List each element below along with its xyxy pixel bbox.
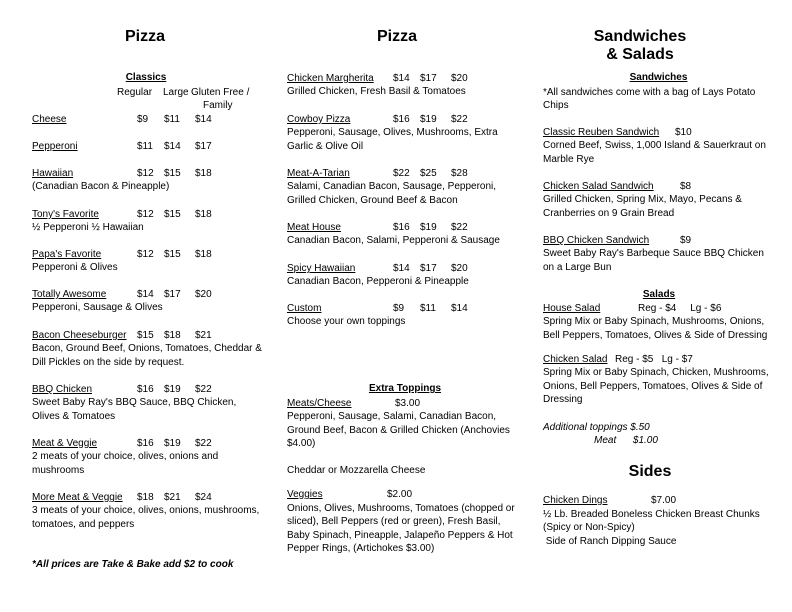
meats-cheese-price: $3.00 bbox=[395, 398, 421, 409]
item-desc: tomatoes, and peppers bbox=[32, 518, 135, 530]
price-regular: $22 bbox=[393, 168, 410, 179]
price-gf-family: $20 bbox=[451, 73, 468, 84]
side-desc-1: ½ Lb. Breaded Boneless Chicken Breast Chunks bbox=[543, 509, 760, 520]
price-regular: $16 bbox=[137, 438, 154, 449]
item-name: Spicy Hawaiian bbox=[287, 263, 356, 274]
item-desc: Canadian Bacon, Salami, Pepperoni & Sausage bbox=[287, 235, 500, 246]
veggies-price: $2.00 bbox=[387, 489, 413, 500]
side-desc-3: Side of Ranch Dipping Sauce bbox=[543, 536, 677, 547]
salad-price: Reg - $4 Lg - $6 bbox=[638, 303, 722, 314]
price-large: $17 bbox=[420, 73, 437, 84]
price-gf-family: $18 bbox=[195, 168, 212, 179]
price-large: $17 bbox=[164, 289, 181, 300]
item-desc: ½ Pepperoni ½ Hawaiian bbox=[32, 222, 144, 233]
item-name: Meat-A-Tarian bbox=[287, 168, 350, 179]
item-name: Tony's Favorite bbox=[32, 209, 99, 220]
price-gf-family: $17 bbox=[195, 141, 212, 152]
sandwiches-title: Sandwiches bbox=[629, 72, 688, 83]
price-regular: $14 bbox=[137, 289, 154, 300]
price-gf-family: $18 bbox=[195, 249, 212, 260]
price-regular: $16 bbox=[137, 384, 154, 395]
item-name: Hawaiian bbox=[32, 168, 74, 179]
salad-desc: Dressing bbox=[543, 394, 583, 405]
price-large: $11 bbox=[164, 114, 180, 125]
price-gf-family: $22 bbox=[451, 222, 468, 233]
price-gf-family: $14 bbox=[451, 303, 468, 314]
sandwich-name: BBQ Chicken Sandwich bbox=[543, 235, 650, 246]
item-desc: mushrooms bbox=[32, 464, 85, 476]
item-desc: Bacon, Ground Beef, Onions, Tomatoes, Cheddar & bbox=[32, 343, 262, 354]
sandwich-price: $9 bbox=[680, 235, 692, 246]
item-name: BBQ Chicken bbox=[32, 384, 93, 395]
price-regular: $16 bbox=[393, 222, 410, 233]
salad-desc: Bell Peppers, Tomatoes, Olives & Side of Dressing bbox=[543, 329, 768, 341]
additional-toppings: Additional toppings $.50 bbox=[543, 422, 650, 433]
item-desc: Grilled Chicken, Ground Beef & Bacon bbox=[287, 194, 458, 206]
price-regular: $14 bbox=[393, 263, 410, 274]
salad-desc: Spring Mix or Baby Spinach, Mushrooms, Onions, bbox=[543, 316, 765, 327]
salads-title: Salads bbox=[642, 289, 676, 300]
veggies-desc-2: sliced), Bell Peppers (red or green), Fresh Basil, bbox=[287, 516, 501, 527]
sandwich-desc: Cranberries on 9 Grain Bread bbox=[543, 207, 675, 219]
item-desc: Pepperoni, Sausage & Olives bbox=[32, 302, 163, 313]
price-large: $17 bbox=[420, 263, 437, 274]
cheese-line: Cheddar or Mozzarella Cheese bbox=[287, 465, 426, 476]
price-regular: $11 bbox=[137, 141, 153, 152]
item-name: Cowboy Pizza bbox=[287, 114, 351, 125]
sides-title: Sides bbox=[628, 463, 672, 480]
item-desc: Salami, Canadian Bacon, Sausage, Pepperoni, bbox=[287, 181, 497, 192]
additional-meat: Meat $1.00 bbox=[594, 435, 658, 446]
price-large: $19 bbox=[164, 438, 181, 449]
price-regular: $14 bbox=[393, 73, 410, 84]
price-large: $14 bbox=[164, 141, 181, 152]
price-large: $15 bbox=[164, 168, 181, 179]
sandwich-desc: Corned Beef, Swiss, 1,000 Island & Sauerkraut on bbox=[543, 140, 766, 151]
colhead-regular: Regular bbox=[117, 87, 153, 98]
veggies-label: Veggies bbox=[287, 489, 323, 500]
price-gf-family: $18 bbox=[195, 209, 212, 220]
salad-price: Reg - $5 Lg - $7 bbox=[615, 354, 693, 365]
price-gf-family: $22 bbox=[195, 384, 212, 395]
sandwich-price: $8 bbox=[680, 181, 692, 192]
colhead-gf: Gluten Free / bbox=[191, 87, 250, 98]
price-large: $19 bbox=[420, 114, 437, 125]
col3-heading-1: Sandwiches bbox=[593, 28, 687, 45]
price-gf-family: $20 bbox=[451, 263, 468, 274]
item-desc: Olives & Tomatoes bbox=[32, 410, 116, 422]
sandwich-name: Classic Reuben Sandwich bbox=[543, 127, 660, 138]
col2-heading: Pizza bbox=[376, 28, 417, 45]
price-regular: $9 bbox=[137, 114, 149, 125]
item-desc: Canadian Bacon, Pepperoni & Pineapple bbox=[287, 276, 469, 287]
price-gf-family: $24 bbox=[195, 492, 212, 503]
item-desc: Dill Pickles on the side by request. bbox=[32, 356, 185, 368]
side-price: $7.00 bbox=[651, 495, 677, 506]
item-name: Custom bbox=[287, 303, 322, 314]
item-desc: Choose your own toppings bbox=[287, 316, 406, 327]
item-desc: Sweet Baby Ray's BBQ Sauce, BBQ Chicken, bbox=[32, 397, 237, 408]
colhead-large: Large bbox=[163, 87, 189, 98]
sandwich-desc: Grilled Chicken, Spring Mix, Mayo, Pecans & bbox=[543, 194, 742, 205]
price-gf-family: $22 bbox=[195, 438, 212, 449]
classics-title: Classics bbox=[125, 72, 167, 83]
price-large: $15 bbox=[164, 209, 181, 220]
salad-desc: Onions, Bell Peppers, Tomatoes, Olives & Side of bbox=[543, 380, 763, 392]
sandwich-name: Chicken Salad Sandwich bbox=[543, 181, 654, 192]
meats-desc-2: Ground Beef, Bacon & Grilled Chicken (Anchovies bbox=[287, 425, 510, 436]
price-gf-family: $28 bbox=[451, 168, 468, 179]
price-large: $18 bbox=[164, 330, 181, 341]
salad-name: House Salad bbox=[543, 303, 601, 314]
extra-toppings-title: Extra Toppings bbox=[368, 383, 442, 394]
price-large: $19 bbox=[164, 384, 181, 395]
meats-desc-3: $4.00) bbox=[287, 438, 316, 449]
sandwich-price: $10 bbox=[675, 127, 692, 138]
sandwich-desc: Sweet Baby Ray's Barbeque Sauce BBQ Chicken bbox=[543, 248, 764, 259]
price-regular: $18 bbox=[137, 492, 154, 503]
salad-name: Chicken Salad bbox=[543, 354, 608, 365]
veggies-desc-3: Baby Spinach, Pineapple, Jalapeño Peppers & Hot bbox=[287, 530, 513, 541]
item-name: Meat House bbox=[287, 222, 341, 233]
price-regular: $12 bbox=[137, 249, 154, 260]
sandwich-desc: Marble Rye bbox=[543, 153, 595, 165]
col1-heading: Pizza bbox=[124, 28, 165, 45]
meats-desc-1: Pepperoni, Sausage, Salami, Canadian Bacon, bbox=[287, 411, 497, 422]
price-gf-family: $20 bbox=[195, 289, 212, 300]
item-name: Papa's Favorite bbox=[32, 249, 102, 260]
veggies-desc-1: Onions, Olives, Mushrooms, Tomatoes (chopped or bbox=[287, 503, 515, 514]
footnote: *All prices are Take & Bake add $2 to cook bbox=[32, 559, 234, 570]
price-gf-family: $22 bbox=[451, 114, 468, 125]
item-name: Chicken Margherita bbox=[287, 73, 374, 84]
meats-cheese-label: Meats/Cheese bbox=[287, 398, 352, 409]
price-regular: $12 bbox=[137, 209, 154, 220]
item-desc: Grilled Chicken, Fresh Basil & Tomatoes bbox=[287, 86, 466, 97]
item-desc: Pepperoni, Sausage, Olives, Mushrooms, Extra bbox=[287, 127, 498, 138]
item-desc: Pepperoni & Olives bbox=[32, 262, 118, 273]
price-regular: $12 bbox=[137, 168, 154, 179]
col3-heading-2: & Salads bbox=[606, 46, 674, 63]
price-large: $15 bbox=[164, 249, 181, 260]
price-gf-family: $14 bbox=[195, 114, 212, 125]
price-gf-family: $21 bbox=[195, 330, 212, 341]
colhead-family: Family bbox=[203, 100, 233, 111]
item-name: Cheese bbox=[32, 114, 67, 125]
side-desc-2: (Spicy or Non-Spicy) bbox=[543, 522, 635, 533]
price-large: $11 bbox=[420, 303, 436, 314]
salad-desc: Spring Mix or Baby Spinach, Chicken, Mushrooms, bbox=[543, 367, 769, 378]
item-desc: 3 meats of your choice, olives, onions, mushrooms, bbox=[32, 505, 260, 516]
item-name: Bacon Cheeseburger bbox=[32, 330, 127, 341]
price-large: $19 bbox=[420, 222, 437, 233]
sandwich-desc: on a Large Bun bbox=[543, 261, 612, 273]
item-desc: 2 meats of your choice, olives, onions and bbox=[32, 451, 219, 462]
price-large: $21 bbox=[164, 492, 181, 503]
item-desc: (Canadian Bacon & Pineapple) bbox=[32, 181, 170, 192]
veggies-desc-4: Pepper Rings, (Artichokes $3.00) bbox=[287, 543, 435, 554]
price-regular: $15 bbox=[137, 330, 154, 341]
price-large: $25 bbox=[420, 168, 437, 179]
item-name: Pepperoni bbox=[32, 141, 78, 152]
item-name: Meat & Veggie bbox=[32, 438, 98, 449]
price-regular: $9 bbox=[393, 303, 405, 314]
item-name: More Meat & Veggie bbox=[32, 492, 123, 503]
sandwich-note-2: Chips bbox=[543, 100, 569, 111]
item-name: Totally Awesome bbox=[32, 289, 107, 300]
item-desc: Garlic & Olive Oil bbox=[287, 140, 364, 152]
price-regular: $16 bbox=[393, 114, 410, 125]
side-name: Chicken Dings bbox=[543, 495, 608, 506]
sandwich-note-1: *All sandwiches come with a bag of Lays Potato bbox=[543, 87, 756, 98]
